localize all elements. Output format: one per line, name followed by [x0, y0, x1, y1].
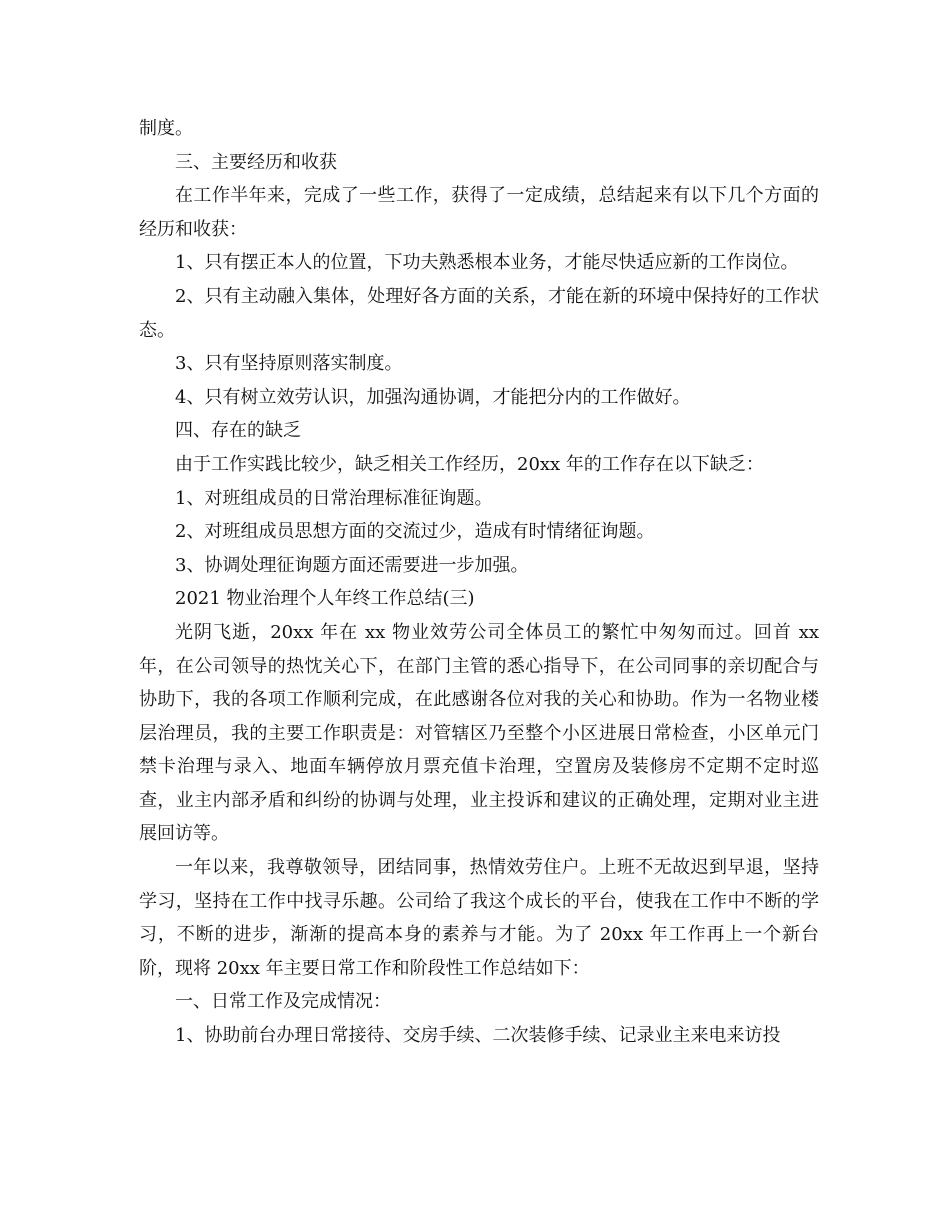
paragraph-1: 制度。 — [139, 118, 193, 139]
list-item: 1、对班组成员的日常治理标准征询题。 — [175, 487, 493, 509]
section-heading-1: 一、日常工作及完成情况： — [175, 991, 391, 1013]
list-item: 2、只有主动融入集体，处理好各方面的关系，才能在新的环境中保持好的工作状态。 — [139, 285, 819, 341]
document-subtitle: 2021 物业治理个人年终工作总结(三) — [175, 588, 475, 610]
document-body — [139, 112, 819, 1053]
paragraph-15: 一年以来，我尊敬领导，团结同事，热情效劳住户。上班不无故迟到早退，坚持学习，坚持在工作中找寻乐趣。公司给了我这个成长的平台，使我在工作中不断的学习，不断的进步，渐渐的提高本身的素养与才能。为了 20xx 年工作再上一个新台阶，现将 20xx 年主要日常工作和阶段性工作总结如下： — [139, 857, 819, 979]
list-item: 4、只有树立效劳认识，加强沟通协调，才能把分内的工作做好。 — [175, 386, 691, 408]
section-heading-4: 四、存在的缺乏 — [175, 420, 301, 442]
list-item: 3、只有坚持原则落实制度。 — [175, 353, 403, 375]
list-item: 2、对班组成员思想方面的交流过少，造成有时情绪征询题。 — [175, 521, 655, 543]
list-item: 1、协助前台办理日常接待、交房手续、二次装修手续、记录业主来电来访投 — [175, 1025, 781, 1047]
paragraph-9: 由于工作实践比较少，缺乏相关工作经历，20xx 年的工作存在以下缺乏： — [175, 453, 764, 475]
list-item: 3、协调处理征询题方面还需要进一步加强。 — [175, 554, 529, 576]
list-item: 1、只有摆正本人的位置，下功夫熟悉根本业务，才能尽快适应新的工作岗位。 — [175, 252, 799, 274]
section-heading-3: 三、主要经历和收获 — [175, 151, 337, 173]
paragraph-14: 光阴飞逝，20xx 年在 xx 物业效劳公司全体员工的繁忙中匆匆而过。回首 xx 年，在公司领导的热忱关心下，在部门主管的悉心指导下，在公司同事的亲切配合与协助下，我的各项工作顺利完成，在此感谢各位对我的关心和协助。作为一名物业楼层治理员，我的主要工作职责是：对管辖区乃至整个小区进展日常检查，小区单元门禁卡治理与录入、地面车辆停放月票充值卡治理，空置房及装修房不定期不定时巡查，业主内部矛盾和纠纷的协调与处理，业主投诉和建议的正确处理，定期对业主进展回访等。 — [139, 621, 819, 845]
paragraph-3: 在工作半年来，完成了一些工作，获得了一定成绩，总结起来有以下几个方面的经历和收获： — [139, 185, 819, 240]
